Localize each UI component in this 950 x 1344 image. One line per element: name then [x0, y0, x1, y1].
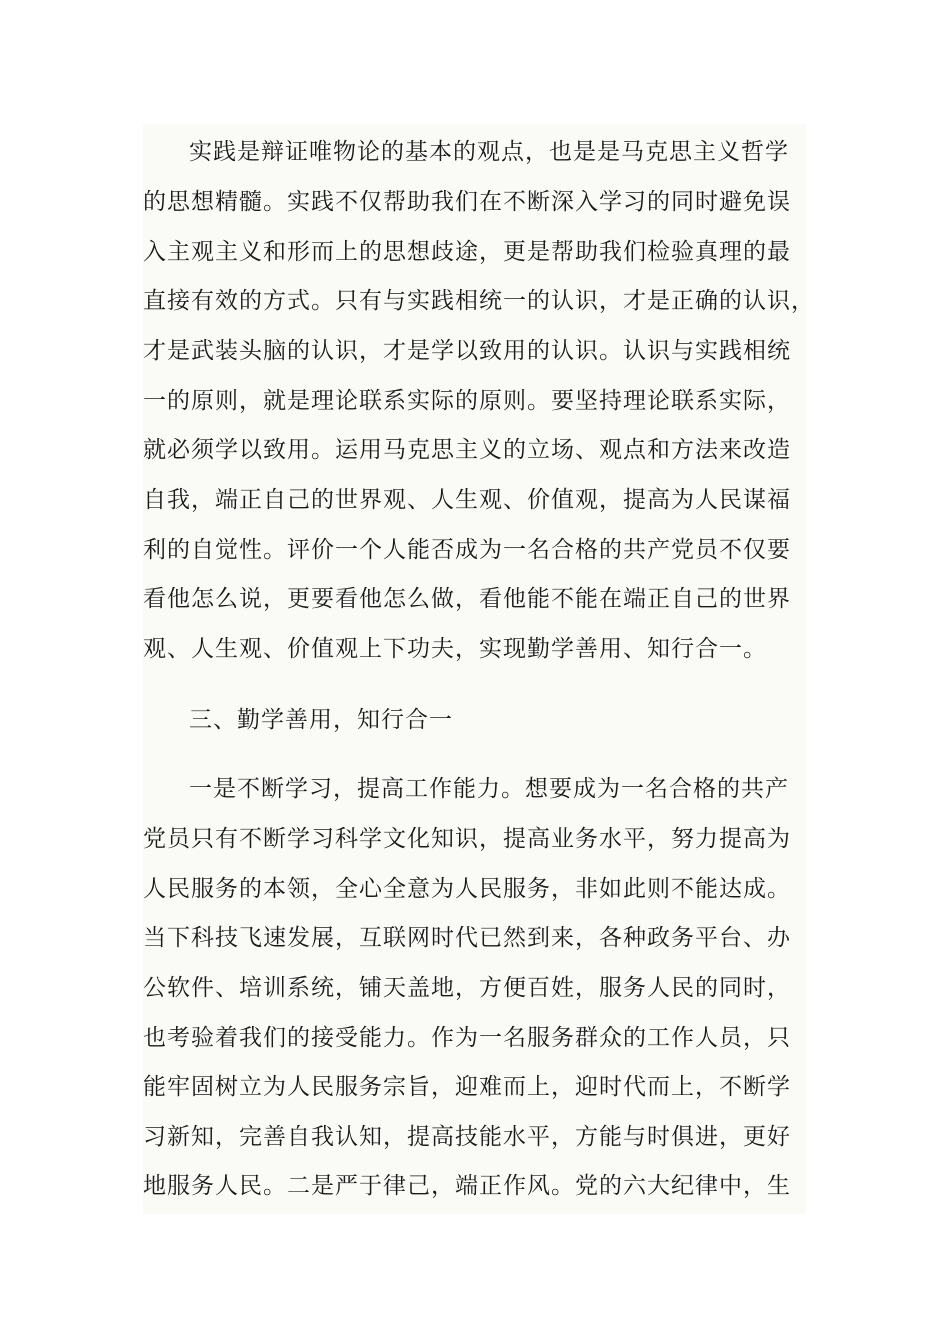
paragraph-2-line-1: 一是不断学习，提高工作能力。想要成为一名合格的共产: [189, 776, 789, 802]
paragraph-1-line-4: 直接有效的方式。只有与实践相统一的认识，才是正确的认识，: [143, 288, 815, 314]
text-block: [143, 124, 815, 1214]
section-heading: 三、勤学善用，知行合一: [189, 707, 453, 733]
paragraph-1-line-2: 的思想精髓。实践不仅帮助我们在不断深入学习的同时避免误: [143, 189, 791, 215]
paragraph-1-line-7: 就必须学以致用。运用马克思主义的立场、观点和方法来改造: [143, 437, 791, 463]
paragraph-2-line-3: 人民服务的本领，全心全意为人民服务，非如此则不能达成。: [143, 876, 791, 902]
paragraph-2-line-4: 当下科技飞速发展，互联网时代已然到来，各种政务平台、办: [143, 925, 791, 951]
paragraph-1-line-8: 自我，端正自己的世界观、人生观、价值观，提高为人民谋福: [143, 487, 791, 513]
paragraph-1-line-10: 看他怎么说，更要看他怎么做，看他能不能在端正自己的世界: [143, 586, 791, 612]
paragraph-1-line-5: 才是武装头脑的认识，才是学以致用的认识。认识与实践相统: [143, 338, 791, 364]
paragraph-1-line-3: 入主观主义和形而上的思想歧途，更是帮助我们检验真理的最: [143, 239, 791, 265]
paragraph-2-line-7: 能牢固树立为人民服务宗旨，迎难而上，迎时代而上，不断学: [143, 1074, 791, 1100]
paragraph-1-line-11: 观、人生观、价值观上下功夫，实现勤学善用、知行合一。: [143, 636, 767, 662]
paragraph-2-line-6: 也考验着我们的接受能力。作为一名服务群众的工作人员，只: [143, 1025, 791, 1051]
paragraph-2-line-8: 习新知，完善自我认知，提高技能水平，方能与时俱进，更好: [143, 1124, 791, 1150]
paragraph-1-line-1: 实践是辩证唯物论的基本的观点，也是是马克思主义哲学: [189, 139, 789, 165]
paragraph-2-line-2: 党员只有不断学习科学文化知识，提高业务水平，努力提高为: [143, 826, 791, 852]
paragraph-2-line-5: 公软件、培训系统，铺天盖地，方便百姓，服务人民的同时，: [143, 975, 791, 1001]
paragraph-1-line-6: 一的原则，就是理论联系实际的原则。要坚持理论联系实际，: [143, 388, 791, 414]
paragraph-2-line-9: 地服务人民。二是严于律己，端正作风。党的六大纪律中，生: [143, 1173, 791, 1199]
paragraph-1-line-9: 利的自觉性。评价一个人能否成为一名合格的共产党员不仅要: [143, 537, 791, 563]
